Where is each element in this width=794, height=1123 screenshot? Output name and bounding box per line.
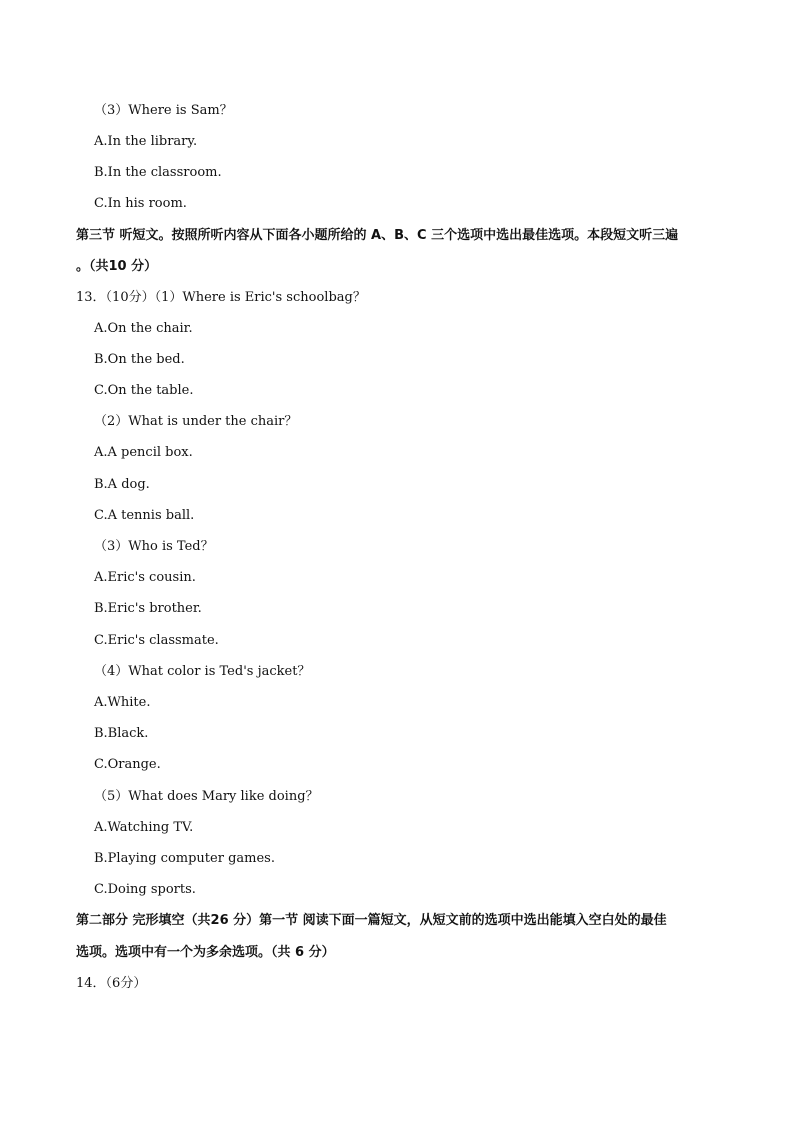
option-a-watching-tv: A.Watching TV. [94,820,194,835]
question-3-sam: （3）Where is Sam？ [94,103,233,118]
option-b-dog: B.A dog. [94,477,150,492]
option-b-computer-games: B.Playing computer games. [94,851,275,866]
section-3-instructions: 第三节 听短文。按照所听内容从下面各小题所给的 A、B、C 三个选项中选出最佳选项。本段短文听三遍 [76,228,679,243]
question-3-ted: （3）Who is Ted？ [94,539,214,554]
option-a-library: A.In the library. [94,134,198,149]
option-b-bed: B.On the bed. [94,352,185,367]
option-b-brother: B.Eric's brother. [94,601,202,616]
question-4-jacket-color: （4）What color is Ted's jacket？ [94,664,311,679]
option-a-white: A.White. [94,695,151,710]
option-c-classmate: C.Eric's classmate. [94,633,219,648]
part-2-points: 选项。选项中有一个为多余选项。（共 6 分） [76,945,335,960]
option-c-his-room: C.In his room. [94,196,187,211]
question-14-header: 14．（6分） [76,976,147,991]
option-a-pencil-box: A.A pencil box. [94,445,193,460]
option-b-classroom: B.In the classroom. [94,165,222,180]
question-13-header: 13．（10分）（1）Where is Eric's schoolbag？ [76,290,366,305]
option-c-tennis-ball: C.A tennis ball. [94,508,195,523]
question-5-mary: （5）What does Mary like doing？ [94,789,319,804]
option-a-chair: A.On the chair. [94,321,193,336]
option-c-doing-sports: C.Doing sports. [94,882,196,897]
option-c-table: C.On the table. [94,383,194,398]
part-2-instructions: 第二部分 完形填空（共26 分）第一节 阅读下面一篇短文，从短文前的选项中选出能填入空白处的最佳 [76,913,667,928]
option-a-cousin: A.Eric's cousin. [94,570,196,585]
option-b-black: B.Black. [94,726,149,741]
question-2-under-chair: （2）What is under the chair？ [94,414,298,429]
option-c-orange: C.Orange. [94,757,161,772]
section-3-points: 。（共10 分） [76,259,158,274]
